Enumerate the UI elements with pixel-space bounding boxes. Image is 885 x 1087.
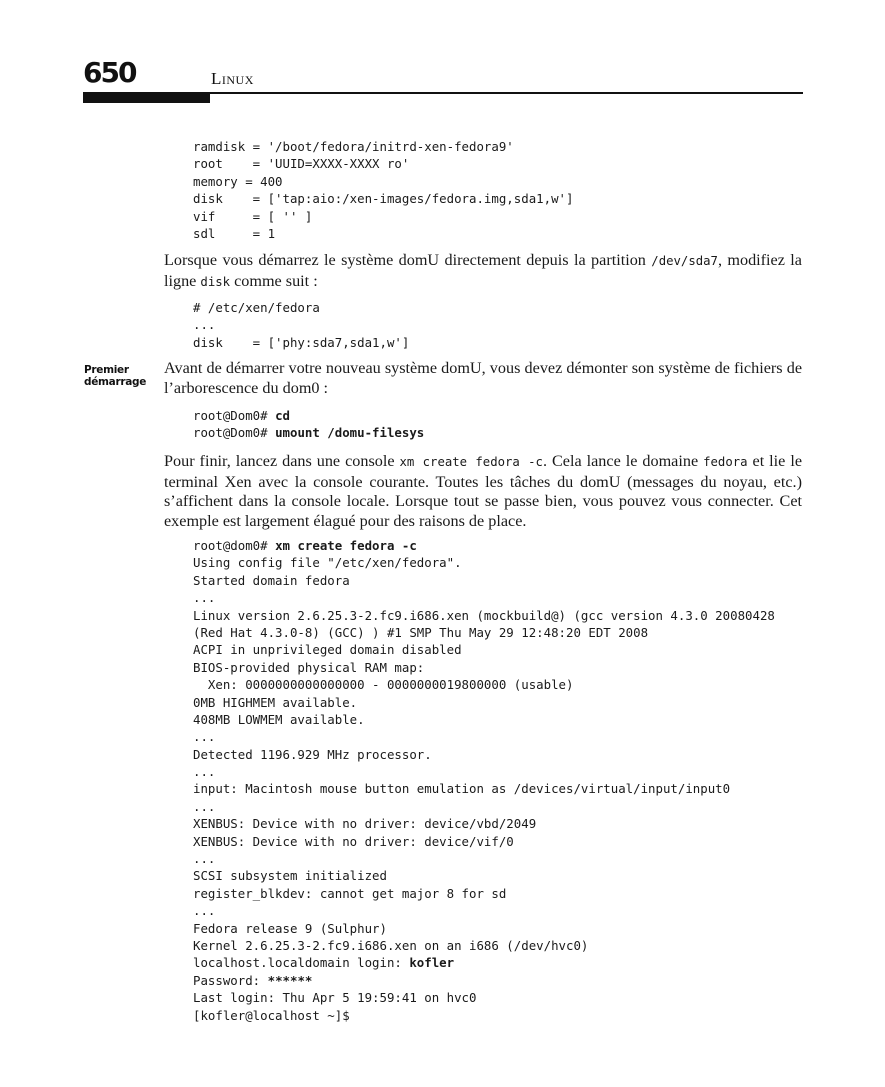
code-line: Linux version 2.6.25.3-2.fc9.i686.xen (mockbuild@) (gcc version 4.3.0 20080428 (193, 607, 775, 623)
code-line: ACPI in unprivileged domain disabled (193, 642, 462, 658)
login-prompt: localhost.localdomain login: (193, 955, 410, 971)
code-line: Using config file "/etc/xen/fedora". (193, 555, 462, 571)
code-line: ... (193, 590, 216, 606)
console-output (193, 554, 775, 954)
code-line: SCSI subsystem initialized (193, 868, 387, 884)
code-line (193, 407, 424, 424)
code-line (193, 424, 424, 441)
paragraph-text: et lie le terminal Xen avec la console courante. Toutes les tâches du domU (messages du noyau, etc.) s’affichent dans la console locale. Lorsque tout se passe bien, vous pouvez vous connecter. Cet exemple est largement élagué pour des raisons de place. (164, 452, 803, 530)
shell-command: xm create fedora -c (275, 538, 417, 553)
body-paragraph: Avant de démarrer votre nouveau système domU, vous devez démonter son système de fichiers de l’arborescence du dom0 : (164, 359, 802, 397)
shell-prompt: root@Dom0# (193, 425, 276, 441)
code-line: [kofler@localhost ~]$ (193, 1007, 350, 1023)
code-line: Xen: 0000000000000000 - 0000000019800000 (usable) (193, 677, 574, 693)
body-paragraph (164, 251, 802, 292)
inline-code: fedora (703, 455, 748, 469)
code-line: ... (193, 851, 216, 867)
inline-code: xm create fedora -c (399, 455, 543, 469)
config-code-block (193, 138, 573, 242)
body-paragraph (164, 452, 802, 531)
code-line: Detected 1196.929 MHz processor. (193, 746, 432, 762)
code-line: Last login: Thu Apr 5 19:59:41 on hvc0 (193, 990, 477, 1006)
password-prompt: Password: (193, 972, 268, 988)
code-line: ... (193, 317, 216, 333)
shell-command: umount /domu-filesys (275, 425, 425, 441)
code-line: Started domain fedora (193, 572, 350, 588)
code-line: ... (193, 903, 216, 919)
code-line: XENBUS: Device with no driver: device/vif/0 (193, 833, 514, 849)
code-line: 408MB LOWMEM available. (193, 711, 365, 727)
running-title: Linux (211, 69, 254, 88)
code-line: ... (193, 729, 216, 745)
shell-prompt: root@Dom0# (193, 408, 276, 423)
margin-note-line: démarrage (84, 376, 147, 388)
code-line (193, 972, 775, 989)
code-line (193, 954, 775, 971)
paragraph-text: Pour finir, lancez dans une console (164, 452, 400, 470)
login-user: kofler (409, 955, 455, 971)
code-line: BIOS-provided physical RAM map: (193, 659, 425, 675)
code-line: disk = ['phy:sda7,sda1,w'] (193, 334, 410, 350)
code-line: ... (193, 764, 216, 780)
code-line: ... (193, 798, 216, 814)
code-line: input: Macintosh mouse button emulation as /devices/virtual/input/input0 (193, 781, 731, 797)
code-line: Kernel 2.6.25.3-2.fc9.i686.xen on an i686 (/dev/hvc0) (193, 937, 589, 953)
console-output (193, 989, 775, 1024)
code-line: vif = [ '' ] (193, 208, 313, 224)
code-line: sdl = 1 (193, 225, 276, 241)
margin-note (84, 364, 154, 388)
code-line: # /etc/xen/fedora (193, 300, 320, 315)
console-output-block (193, 537, 775, 1024)
password-value: ****** (267, 972, 313, 988)
disk-code-block (193, 299, 409, 351)
code-line (193, 537, 775, 554)
code-line: memory = 400 (193, 173, 283, 189)
shell-command: cd (275, 408, 290, 423)
code-line: (Red Hat 4.3.0-8) (GCC) ) #1 SMP Thu May 29 12:48:20 EDT 2008 (193, 624, 649, 640)
inline-code: /dev/sda7 (651, 254, 718, 268)
paragraph-text: comme suit : (230, 271, 318, 290)
code-line: disk = ['tap:aio:/xen-images/fedora.img,sda1,w'] (193, 191, 574, 207)
paragraph-text: , modifiez la ligne (164, 251, 802, 290)
header-rule-accent (83, 92, 210, 103)
code-line: Fedora release 9 (Sulphur) (193, 920, 387, 936)
code-line: XENBUS: Device with no driver: device/vbd/2049 (193, 816, 537, 832)
code-line: root = 'UUID=XXXX-XXXX ro' (193, 156, 410, 172)
paragraph-text: . Cela lance le domaine (542, 452, 704, 470)
code-line: register_blkdev: cannot get major 8 for sd (193, 885, 507, 901)
margin-note-line: Premier (84, 364, 129, 376)
shell-prompt: root@dom0# (193, 538, 276, 553)
paragraph-text: Lorsque vous démarrez le système domU directement depuis la partition (164, 251, 652, 269)
code-line: ramdisk = '/boot/fedora/initrd-xen-fedora9' (193, 139, 514, 154)
umount-code-block (193, 407, 424, 442)
inline-code: disk (200, 274, 231, 289)
code-line: 0MB HIGHMEM available. (193, 694, 358, 710)
page-number: 650 (83, 56, 136, 89)
